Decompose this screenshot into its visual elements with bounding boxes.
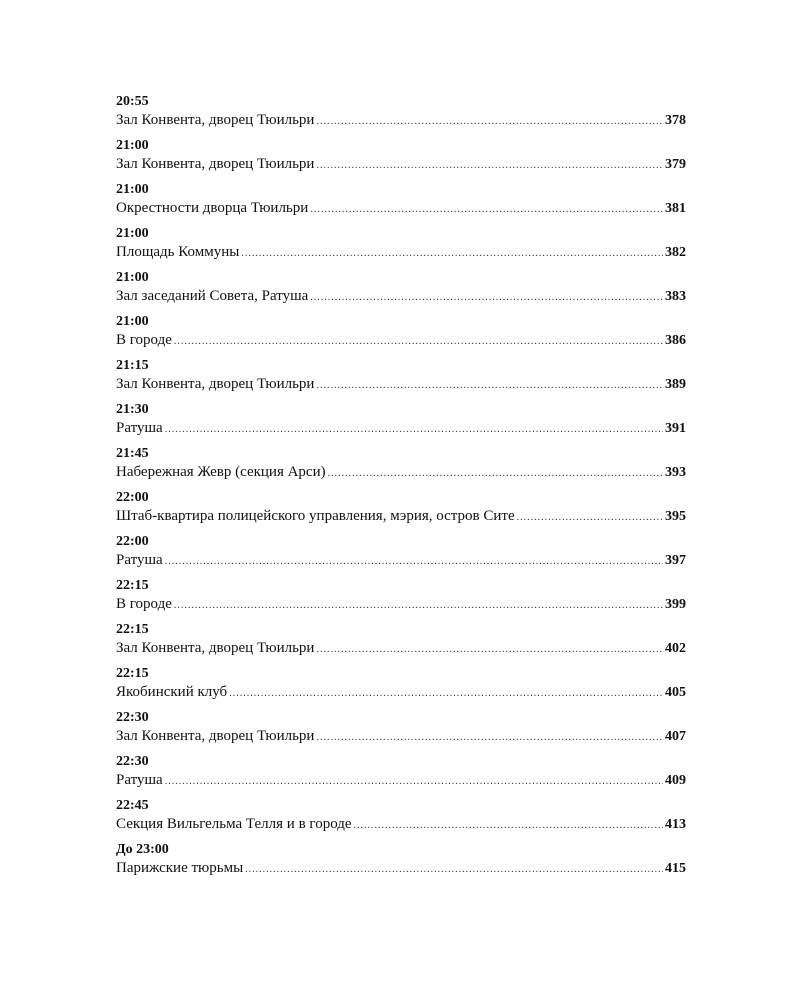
toc-entry <box>116 621 686 665</box>
entry-line <box>116 550 686 570</box>
entry-title: Ратуша <box>116 772 163 788</box>
dot-leader <box>354 816 663 836</box>
dot-leader <box>174 596 663 616</box>
entry-page-number: 389 <box>665 377 686 392</box>
entry-time: 22:45 <box>116 798 149 813</box>
entry-time: 22:30 <box>116 710 149 725</box>
toc-entry <box>116 753 686 797</box>
entry-page-number: 378 <box>665 113 686 128</box>
entry-line <box>116 770 686 790</box>
entry-title: Ратуша <box>116 552 163 568</box>
entry-page-number: 383 <box>665 289 686 304</box>
entry-line <box>116 814 686 834</box>
dot-leader <box>174 332 663 352</box>
entry-title: Зал заседаний Совета, Ратуша <box>116 288 309 304</box>
dot-leader <box>165 772 663 792</box>
entry-time: 21:00 <box>116 226 149 241</box>
entry-title: Парижские тюрьмы <box>116 860 244 876</box>
entry-title: Ратуша <box>116 420 163 436</box>
toc-entry <box>116 577 686 621</box>
dot-leader <box>229 684 663 704</box>
dot-leader <box>316 156 663 176</box>
entry-line <box>116 198 686 218</box>
entry-page-number: 405 <box>665 685 686 700</box>
entry-line <box>116 242 686 262</box>
entry-line <box>116 858 686 878</box>
entry-page-number: 393 <box>665 465 686 480</box>
entry-page-number: 379 <box>665 157 686 172</box>
entry-time: До 23:00 <box>116 842 169 857</box>
entry-time: 21:15 <box>116 358 149 373</box>
toc-entry <box>116 445 686 489</box>
toc-entry <box>116 225 686 269</box>
toc-entry <box>116 797 686 841</box>
entry-title: Окрестности дворца Тюильри <box>116 200 309 216</box>
entry-time: 21:00 <box>116 270 149 285</box>
dot-leader <box>316 640 663 660</box>
entry-line <box>116 374 686 394</box>
dot-leader <box>316 376 663 396</box>
toc-entry <box>116 313 686 357</box>
entry-line <box>116 726 686 746</box>
table-of-contents <box>116 93 686 885</box>
entry-title: В городе <box>116 332 172 348</box>
toc-entry <box>116 533 686 577</box>
entry-title: Зал Конвента, дворец Тюильри <box>116 728 315 744</box>
toc-entry <box>116 709 686 753</box>
entry-time: 21:00 <box>116 314 149 329</box>
entry-page-number: 391 <box>665 421 686 436</box>
entry-title: Зал Конвента, дворец Тюильри <box>116 640 315 656</box>
entry-time: 21:00 <box>116 182 149 197</box>
entry-line <box>116 506 686 526</box>
entry-line <box>116 110 686 130</box>
entry-line <box>116 154 686 174</box>
entry-page-number: 407 <box>665 729 686 744</box>
entry-page-number: 409 <box>665 773 686 788</box>
toc-entry <box>116 401 686 445</box>
dot-leader <box>245 860 663 880</box>
entry-line <box>116 594 686 614</box>
toc-entry <box>116 269 686 313</box>
dot-leader <box>316 112 663 132</box>
entry-page-number: 413 <box>665 817 686 832</box>
entry-line <box>116 286 686 306</box>
toc-entry <box>116 357 686 401</box>
entry-time: 22:15 <box>116 578 149 593</box>
entry-page-number: 381 <box>665 201 686 216</box>
toc-entry <box>116 181 686 225</box>
entry-time: 21:45 <box>116 446 149 461</box>
dot-leader <box>316 728 663 748</box>
entry-time: 22:00 <box>116 490 149 505</box>
entry-title: Штаб-квартира полицейского управления, мэрия, остров Сите <box>116 508 515 524</box>
entry-line <box>116 418 686 438</box>
entry-title: Зал Конвента, дворец Тюильри <box>116 112 315 128</box>
entry-page-number: 382 <box>665 245 686 260</box>
dot-leader <box>310 288 663 308</box>
entry-time: 22:00 <box>116 534 149 549</box>
entry-title: Секция Вильгельма Телля и в городе <box>116 816 352 832</box>
dot-leader <box>310 200 663 220</box>
toc-entry <box>116 665 686 709</box>
entry-title: Площадь Коммуны <box>116 244 240 260</box>
entry-page-number: 399 <box>665 597 686 612</box>
entry-time: 22:30 <box>116 754 149 769</box>
entry-line <box>116 330 686 350</box>
entry-page-number: 395 <box>665 509 686 524</box>
entry-page-number: 397 <box>665 553 686 568</box>
entry-line <box>116 638 686 658</box>
entry-page-number: 402 <box>665 641 686 656</box>
entry-time: 21:00 <box>116 138 149 153</box>
entry-page-number: 386 <box>665 333 686 348</box>
dot-leader <box>165 420 663 440</box>
toc-entry <box>116 137 686 181</box>
entry-line <box>116 682 686 702</box>
entry-time: 22:15 <box>116 666 149 681</box>
dot-leader <box>241 244 663 264</box>
entry-time: 21:30 <box>116 402 149 417</box>
toc-entry <box>116 489 686 533</box>
entry-time: 22:15 <box>116 622 149 637</box>
entry-title: Зал Конвента, дворец Тюильри <box>116 376 315 392</box>
entry-page-number: 415 <box>665 861 686 876</box>
toc-entry <box>116 93 686 137</box>
entry-time: 20:55 <box>116 94 149 109</box>
dot-leader <box>517 508 663 528</box>
toc-entry <box>116 841 686 885</box>
entry-title: Зал Конвента, дворец Тюильри <box>116 156 315 172</box>
dot-leader <box>165 552 663 572</box>
entry-title: В городе <box>116 596 172 612</box>
entry-title: Якобинский клуб <box>116 684 228 700</box>
entry-line <box>116 462 686 482</box>
entry-title: Набережная Жевр (секция Арси) <box>116 464 326 480</box>
dot-leader <box>328 464 663 484</box>
